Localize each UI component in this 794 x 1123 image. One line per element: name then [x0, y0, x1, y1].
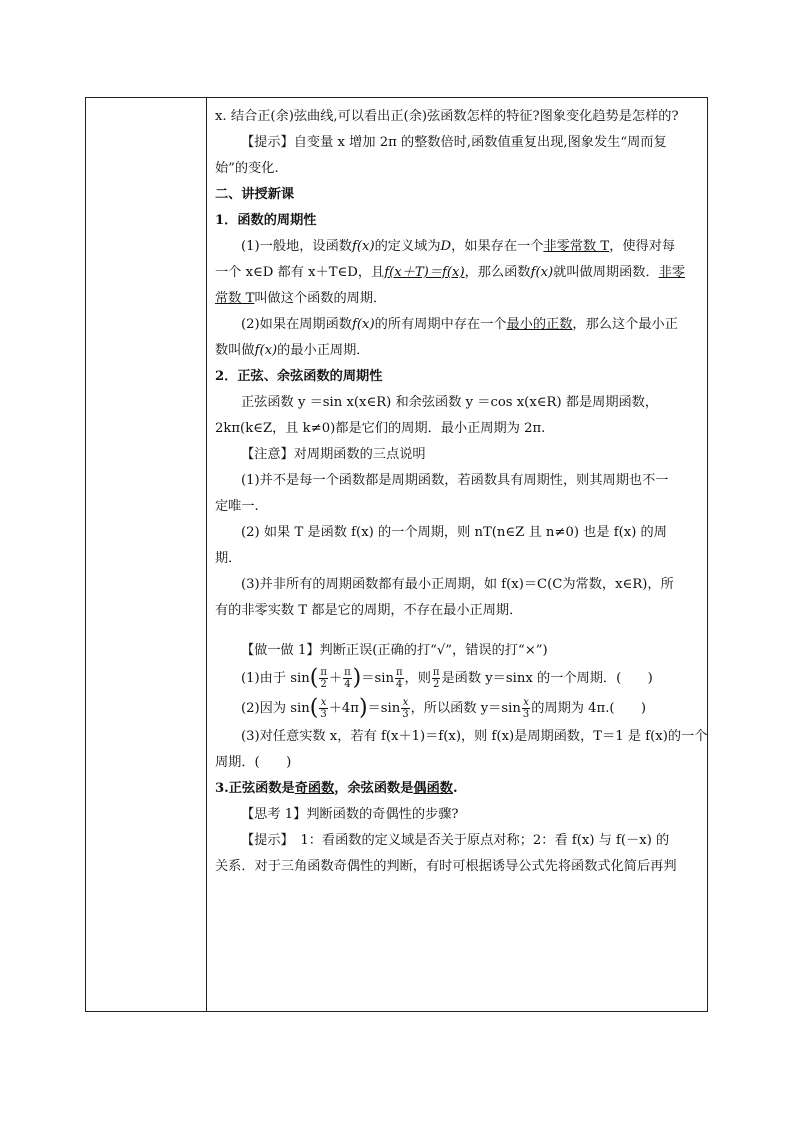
periodicity-def-line1: (1)一般地，设函数f(x)的定义域为D，如果存在一个非零常数 T，使得对每: [241, 239, 676, 254]
note-2-line1: (2) 如果 T 是函数 f(x) 的一个周期，则 nT(n∈Z 且 n≠0) 也是 f(x) 的周: [241, 525, 667, 540]
min-period-def-line2: 数叫做f(x)的最小正周期．: [215, 343, 370, 358]
note-1-line1: (1)并不是每一个函数都是周期函数，若函数具有周期性，则其周期也不一: [241, 473, 669, 488]
fraction-pi-over-4: $\frac{\pi}{4}$: [344, 667, 351, 690]
fraction-pi-over-2: $\frac{\pi}{2}$: [320, 667, 327, 690]
intro-hint-cont: 始”的变化.: [215, 161, 279, 176]
note-3-line2: 有的非零实数 T 都是它的周期，不存在最小正周期．: [215, 603, 523, 618]
note-1-line2: 定唯一.: [215, 499, 259, 514]
fraction-pi-over-4: $\frac{\pi}{4}$: [395, 667, 403, 690]
heading-parity: 3.正弦函数是奇函数，余弦函数是偶函数.: [215, 781, 458, 796]
think-title: 【思考 1】判断函数的奇偶性的步骤?: [241, 807, 459, 822]
fraction-pi-over-2: $\frac{\pi}{2}$: [432, 667, 440, 690]
min-period-def-line1: (2)如果在周期函数f(x)的所有周期中存在一个最小的正数，那么这个最小正: [241, 317, 678, 332]
sin-cos-period-line2: 2kπ(k∈Z，且 k≠0)都是它们的周期．最小正周期为 2π.: [215, 421, 546, 436]
think-hint-line1: 【提示】 1：看函数的定义域是否关于原点对称；2：看 f(x) 与 f(－x) 的: [241, 833, 670, 848]
think-hint-line2: 关系．对于三角函数奇偶性的判断，有时可根据诱导公式先将函数式化简后再判: [215, 859, 677, 874]
periodicity-def-line2: 一个 x∈D 都有 x＋T∈D，且f(x＋T)＝f(x)，那么函数f(x)就叫做周期函数．非零: [215, 265, 686, 280]
note-2-line2: 期．: [215, 551, 242, 566]
spacer: [215, 624, 703, 638]
fraction-x-over-3: $\frac{x}{3}$: [320, 697, 327, 720]
fraction-x-over-3: $\frac{x}{3}$: [402, 697, 409, 720]
exercise-q1: (1)由于 sin( $\frac{\pi}{2}$ ＋ $\frac{\pi}{4}$ )＝sin $\frac{\pi}{4}$ ，则 $\frac{\pi}{2}$ 是函数 y＝sinx 的一个周期．( ): [241, 665, 653, 691]
intro-question: x. 结合正(余)弦曲线,可以看出正(余)弦函数怎样的特征?图象变化趋势是怎样的?: [215, 109, 679, 124]
exercise-q3-line2: 周期．( ): [215, 755, 292, 770]
fraction-x-over-3: $\frac{x}{3}$: [522, 697, 530, 720]
table-content-cell: [215, 104, 708, 880]
periodicity-def-line3: 常数 T叫做这个函数的周期．: [215, 291, 387, 306]
exercise-q3-line1: (3)对任意实数 x，若有 f(x＋1)＝f(x)，则 f(x)是周期函数，T＝1 是 f(x)的一个: [241, 729, 708, 744]
exercise-q2: (2)因为 sin( $\frac{x}{3}$ ＋4π)＝sin $\frac{x}{3}$ ，所以函数 y＝sin $\frac{x}{3}$ 的周期为 4π.( ): [241, 695, 647, 721]
heading-periodicity: 1．函数的周期性: [215, 213, 317, 228]
sin-cos-period-line1: 正弦函数 y ＝sin x(x∈R) 和余弦函数 y ＝cos x(x∈R) 都是周期函数，: [241, 395, 659, 410]
exercise-title: 【做一做 1】判断正误(正确的打“√”，错误的打“×”): [241, 643, 548, 658]
section-title-lecture: 二、讲授新课: [215, 187, 295, 202]
heading-sin-cos-period: 2．正弦、余弦函数的周期性: [215, 369, 383, 384]
lesson-table: [85, 97, 708, 1012]
note-3-line1: (3)并非所有的周期函数都有最小正周期，如 f(x)＝C(C为常数，x∈R)，所: [241, 577, 674, 592]
intro-hint: 【提示】自变量 x 增加 2π 的整数倍时,函数值重复出现,图象发生“周而复: [241, 135, 667, 150]
table-left-cell: [86, 98, 207, 1011]
note-title: 【注意】对周期函数的三点说明: [241, 447, 426, 462]
